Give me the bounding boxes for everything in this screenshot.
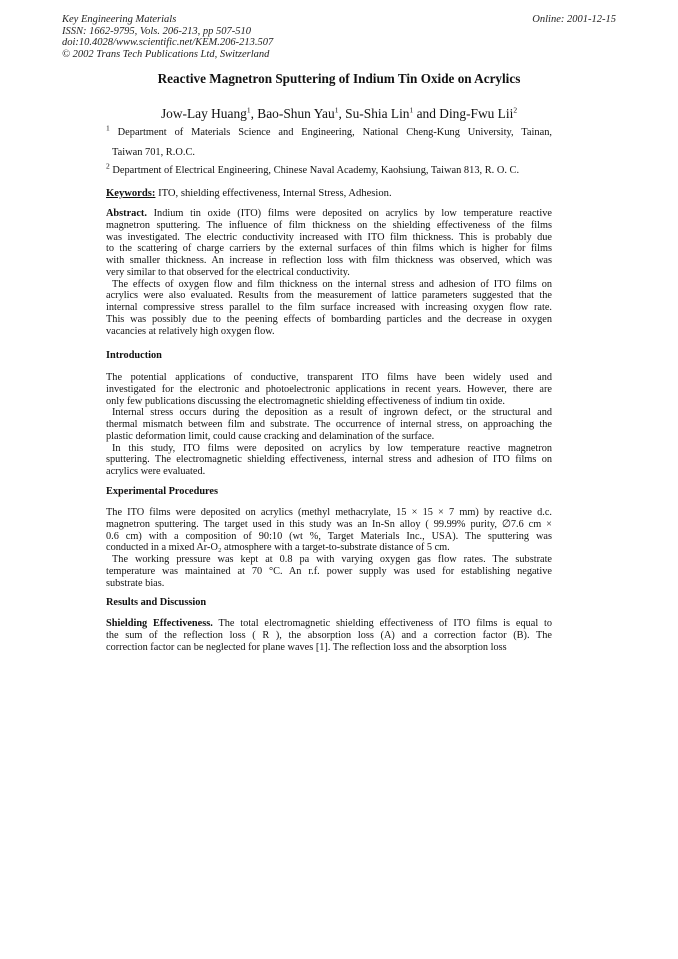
line-text: The total electromagnetic shielding effectiveness of ITO films is equal to [218, 618, 552, 629]
copyright-line: © 2002 Trans Tech Publications Ltd, Switzerland [62, 48, 270, 60]
affiliation-mark: 1 [106, 123, 110, 133]
text-line: substrate bias. [106, 577, 165, 589]
text-line [106, 208, 552, 220]
text-line: to the scattering of charge carriers by the external surfaces of thin films which is higher for films [106, 243, 552, 255]
text-line: In this study, ITO films were deposited on acrylics by low temperature reactive magnetron [112, 442, 552, 454]
text-line: with smaller thickness. An increase in reflection loss with film thickness was observed, which was [106, 255, 552, 266]
author-conjunction: and [413, 106, 440, 121]
text-line: acrylics were also evaluated. Results from the measurement of lattice parameters suggested that the [106, 290, 552, 302]
text-line: the sum of the reflection loss ( R ), the absorption loss (A) and a correction factor (B). The [106, 629, 552, 641]
issn-line: ISSN: 1662-9795, Vols. 206-213, pp 507-510 [62, 25, 251, 37]
affiliation-text: Department of Electrical Engineering, Chinese Naval Academy, Kaohsiung, Taiwan 813, R. O. C. [112, 165, 520, 176]
text-line: vacancies at relatively high oxygen flow. [106, 325, 275, 337]
introduction-body [106, 372, 552, 478]
section-heading-results: Results and Discussion [106, 597, 207, 608]
text-line: thermal mismatch between film and substrate. The occurrence of internal stress, on approaching the [106, 419, 552, 430]
experimental-body [106, 507, 552, 589]
text-line: temperature was maintained at 70 °C. An r.f. power supply was used for establishing negative [106, 565, 552, 577]
text-line: The ITO films were deposited on acrylics (methyl methacrylate, 15 × 15 × 7 mm) by reactive d.c. [106, 507, 552, 518]
section-heading-experimental: Experimental Procedures [106, 486, 219, 497]
text-line: sputtering. The electromagnetic shielding effectiveness, internal stress and adhesion of ITO films on [106, 454, 552, 466]
text-line: internal compressive stress parallel to the film surface increased with increasing oxygen flow rate. [106, 302, 552, 313]
line-text: Indium tin oxide (ITO) films were deposited on acrylics by low temperature reactive [153, 208, 552, 219]
author-affiliation-mark: 2 [513, 105, 518, 115]
text-line: 0.6 cm) with a composition of 90:10 (wt %, Target Materials Inc., USA). The sputtering was [106, 530, 552, 542]
text-line [106, 618, 552, 630]
affiliation-2 [106, 161, 552, 177]
affiliation-text: Department of Materials Science and Engineering, National Cheng-Kung University, Tainan, [117, 127, 552, 138]
author-list [0, 106, 678, 122]
author-separator: , [250, 106, 258, 121]
author-separator: , [338, 106, 346, 121]
text-line: magnetron sputtering. The target used in this study was an In-Sn alloy ( 99.99% purity, ∅7.6 cm × [106, 518, 552, 530]
paper-title: Reactive Magnetron Sputtering of Indium Tin Oxide on Acrylics [157, 71, 521, 86]
abstract [106, 208, 552, 337]
author-name: Ding-Fwu Lii [439, 106, 514, 121]
author-affiliation-mark: 1 [334, 105, 339, 115]
journal-header [62, 14, 273, 60]
author-affiliation-mark: 1 [246, 105, 251, 115]
text-line: only few publications discussing the electromagnetic shielding effectiveness of indium tin oxide. [106, 395, 506, 407]
text-line: This was possibly due to the peening effects of bombarding particles and the decrease in oxygen [106, 313, 552, 325]
author-affiliation-mark: 1 [409, 105, 414, 115]
affiliation-line [106, 161, 552, 177]
affiliation-text-cont: Taiwan 701, R.O.C. [112, 147, 195, 158]
text-line: very similar to that observed for the electrical conductivity. [106, 266, 350, 278]
abstract-label: Abstract. [106, 208, 147, 219]
results-body [106, 618, 552, 653]
text-line: Internal stress occurs during the deposition as a result of ingrown defect, or the structural and [112, 407, 552, 419]
text-line: plastic deformation limit, could cause cracking and delamination of the surface. [106, 430, 435, 442]
online-date: Online: 2001-12-15 [532, 14, 616, 25]
text-line: The working pressure was kept at 0.8 pa with varying oxygen gas flow rates. The substrate [112, 554, 552, 565]
text-line: acrylics were evaluated. [106, 466, 206, 477]
affiliation-1 [106, 123, 552, 159]
journal-name: Key Engineering Materials [62, 14, 177, 25]
text-line: magnetron sputtering. The influence of film thickness on the shielding effectiveness of the films [106, 219, 552, 231]
text-line: The effects of oxygen flow and film thickness on the internal stress and adhesion of ITO films on [112, 278, 552, 290]
text-line: correction factor can be neglected for plane waves [1]. The reflection loss and the absorption loss [106, 641, 507, 653]
subheading-shielding: Shielding Effectiveness. [106, 618, 213, 629]
text-line: The potential applications of conductive, transparent ITO films have been widely used and [106, 372, 552, 383]
section-heading-introduction: Introduction [106, 350, 162, 361]
text-line: was investigated. The electric conductivity increased with ITO film thickness. This is probably due [106, 231, 552, 243]
author-name: Jow-Lay Huang [160, 106, 247, 121]
text-line: investigated for the electronic and photoelectronic applications in recent years. However, there are [106, 383, 552, 395]
keywords [106, 188, 392, 199]
doi-line: doi:10.4028/www.scientific.net/KEM.206-213.507 [62, 37, 274, 49]
author-name: Bao-Shun Yau [257, 106, 335, 121]
author-name: Su-Shia Lin [345, 106, 410, 121]
affiliation-mark: 2 [106, 161, 110, 171]
keywords-text: ITO, shielding effectiveness, Internal Stress, Adhesion. [158, 188, 392, 199]
affiliation-line [106, 123, 552, 139]
text-line: conducted in a mixed Ar-O₂ atmosphere with a target-to-substrate distance of 5 cm. [106, 542, 450, 554]
keywords-label: Keywords: [106, 188, 156, 199]
